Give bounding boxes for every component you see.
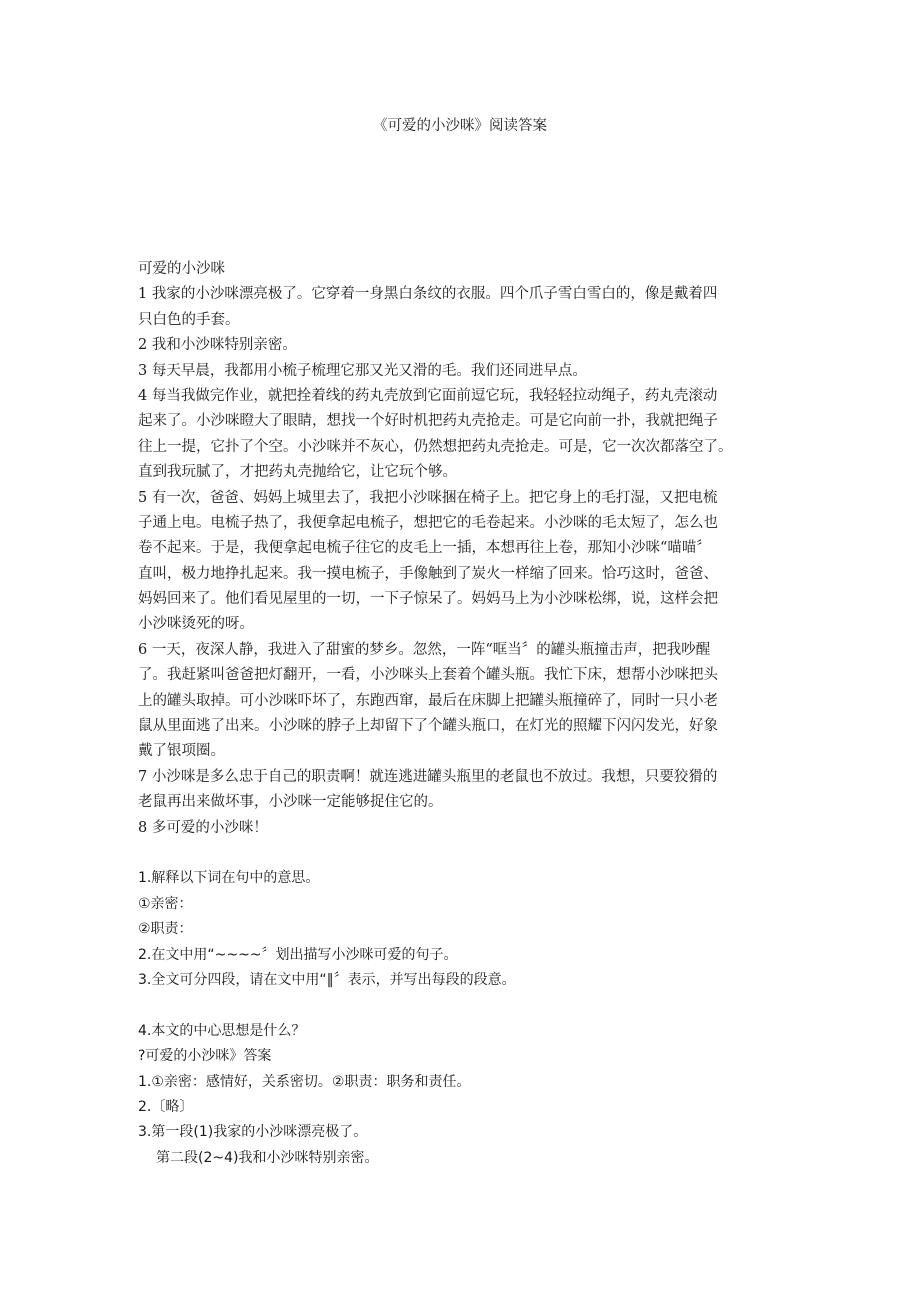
answer-3-continued: 第二段(2~4)我和小沙咪特别亲密。 bbox=[156, 1149, 379, 1166]
story-line: 2 我和小沙咪特别亲密。 bbox=[138, 337, 297, 354]
question-1a: ①亲密： bbox=[138, 895, 193, 912]
story-line: 4 每当我做完作业，就把拴着线的药丸壳放到它面前逗它玩，我轻轻拉动绳子，药丸壳滚动 bbox=[138, 387, 718, 404]
answer-1: 1.①亲密：感情好，关系密切。②职责：职务和责任。 bbox=[138, 1073, 471, 1090]
story-line: 8 多可爱的小沙咪！ bbox=[138, 819, 268, 836]
story-line: 老鼠再出来做坏事，小沙咪一定能够捉住它的。 bbox=[138, 794, 443, 811]
document-body bbox=[138, 257, 786, 1171]
answers-section bbox=[138, 1044, 786, 1171]
answers-heading: ?可爱的小沙咪》答案 bbox=[138, 1048, 272, 1065]
story-line: 只白色的手套。 bbox=[138, 311, 240, 328]
questions-section bbox=[138, 866, 786, 1044]
story-line: 妈妈回来了。他们看见屋里的一切，一下子惊呆了。妈妈马上为小沙咪松绑，说，这样会把 bbox=[138, 591, 718, 608]
question-2: 2.在文中用“~~~~〞划出描写小沙咪可爱的句子。 bbox=[138, 946, 458, 963]
story-line: 子通上电。电梳子热了，我便拿起电梳子，想把它的毛卷起来。小沙咪的毛太短了，怎么也 bbox=[138, 514, 718, 531]
question-3: 3.全文可分四段，请在文中用“‖〞表示，并写出每段的段意。 bbox=[138, 971, 516, 988]
answer-2: 2.〔略〕 bbox=[138, 1098, 194, 1115]
story-line: 1 我家的小沙咪漂亮极了。它穿着一身黑白条纹的衣服。四个爪子雪白雪白的，像是戴着四 bbox=[138, 286, 718, 303]
question-4: 4.本文的中心思想是什么？ bbox=[138, 1022, 306, 1039]
story-line: 3 每天早晨，我都用小梳子梳理它那又光又滑的毛。我们还同进早点。 bbox=[138, 362, 587, 379]
blank-line bbox=[138, 993, 786, 1018]
story-line: 鼠从里面逃了出来。小沙咪的脖子上却留下了个罐头瓶口，在灯光的照耀下闪闪发光，好象 bbox=[138, 718, 718, 735]
story-line: 5 有一次，爸爸、妈妈上城里去了，我把小沙咪捆在椅子上。把它身上的毛打湿，又把电梳 bbox=[138, 489, 718, 506]
question-1: 1.解释以下词在句中的意思。 bbox=[138, 870, 320, 887]
story-line: 了。我赶紧叫爸爸把灯翻开，一看，小沙咪头上套着个罐头瓶。我忙下床，想帮小沙咪把头 bbox=[138, 667, 718, 684]
story-line: 7 小沙咪是多么忠于自己的职责啊！就连逃进罐头瓶里的老鼠也不放过。我想，只要狡猾的 bbox=[138, 768, 718, 785]
story-line: 上的罐头取掉。可小沙咪吓坏了，东跑西窜，最后在床脚上把罐头瓶撞碎了，同时一只小老 bbox=[138, 692, 718, 709]
story-line: 6 一天，夜深人静，我进入了甜蜜的梦乡。忽然，一阵“哐当〞的罐头瓶撞击声，把我吵醒 bbox=[138, 641, 711, 658]
story-line: 起来了。小沙咪瞪大了眼睛，想找一个好时机把药丸壳抢走。可是它向前一扑，我就把绳子 bbox=[138, 413, 718, 430]
document-title: 《可爱的小沙咪》阅读答案 bbox=[373, 118, 547, 134]
question-1b: ②职责： bbox=[138, 921, 193, 938]
story-line: 往上一提，它扑了个空。小沙咪并不灰心，仍然想把药丸壳抢走。可是，它一次次都落空了。 bbox=[138, 438, 733, 455]
answer-3: 3.第一段(1)我家的小沙咪漂亮极了。 bbox=[138, 1124, 368, 1141]
story-line: 直叫，极力地挣扎起来。我一摸电梳子，手像触到了炭火一样缩了回来。恰巧这时，爸爸、 bbox=[138, 565, 718, 582]
story-line: 卷不起来。于是，我便拿起电梳子往它的皮毛上一插，本想再往上卷，那知小沙咪“喵喵〞 bbox=[138, 540, 711, 557]
story-line: 小沙咪烫死的呀。 bbox=[138, 616, 254, 633]
blank-line bbox=[138, 841, 786, 866]
story-text bbox=[138, 282, 786, 841]
story-heading: 可爱的小沙咪 bbox=[138, 261, 225, 277]
story-line: 戴了银项圈。 bbox=[138, 743, 225, 760]
story-line: 直到我玩腻了，才把药丸壳抛给它，让它玩个够。 bbox=[138, 464, 457, 481]
